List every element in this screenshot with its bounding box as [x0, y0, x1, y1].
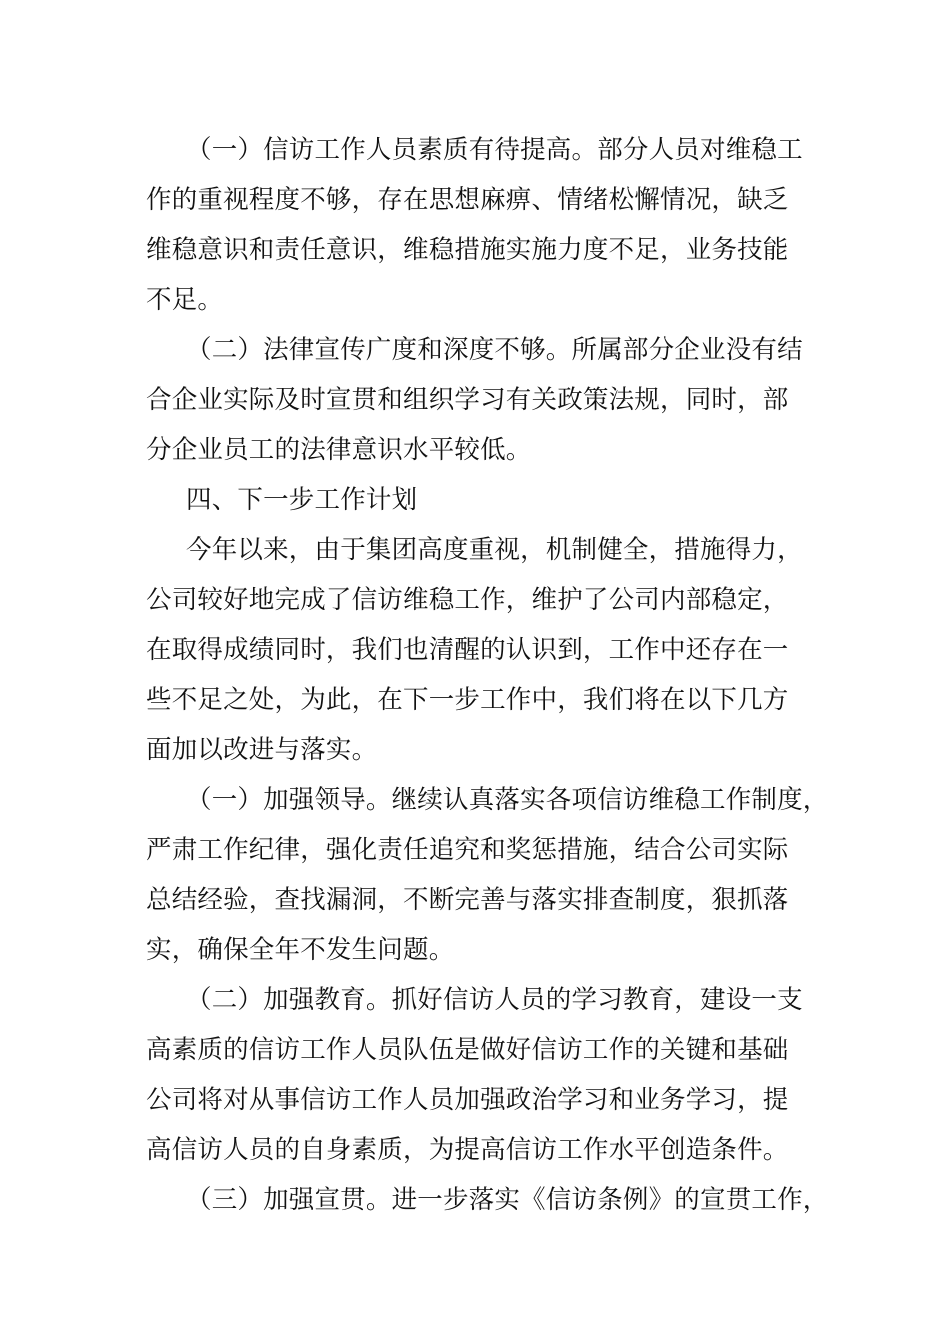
- text-line: 今年以来，由于集团高度重视，机制健全，措施得力，: [186, 535, 803, 565]
- text-line: （二）法律宣传广度和深度不够。所属部分企业没有结: [186, 335, 803, 365]
- section-heading: 四、下一步工作计划: [186, 485, 418, 515]
- text-line: 严肃工作纪律，强化责任追究和奖惩措施，结合公司实际: [146, 835, 789, 865]
- text-line: 面加以改进与落实。: [146, 735, 378, 765]
- text-line: 作的重视程度不够，存在思想麻痹、情绪松懈情况，缺乏: [146, 185, 789, 215]
- text-line: 分企业员工的法律意识水平较低。: [146, 435, 532, 465]
- text-line: （一）加强领导。继续认真落实各项信访维稳工作制度，: [186, 785, 829, 815]
- text-line: 总结经验，查找漏洞，不断完善与落实排查制度，狠抓落: [146, 885, 789, 915]
- text-line: （三）加强宣贯。进一步落实《信访条例》的宣贯工作，: [186, 1185, 829, 1215]
- text-line: 高素质的信访工作人员队伍是做好信访工作的关键和基础: [146, 1035, 789, 1065]
- text-line: 公司较好地完成了信访维稳工作，维护了公司内部稳定，: [146, 585, 789, 615]
- text-line: 合企业实际及时宣贯和组织学习有关政策法规，同时，部: [146, 385, 789, 415]
- text-line: 不足。: [146, 285, 224, 315]
- text-line: 维稳意识和责任意识，维稳措施实施力度不足，业务技能: [146, 235, 789, 265]
- text-line: 实，确保全年不发生问题。: [146, 935, 455, 965]
- text-line: （二）加强教育。抓好信访人员的学习教育，建设一支: [186, 985, 803, 1015]
- text-line: 在取得成绩同时，我们也清醒的认识到，工作中还存在一: [146, 635, 789, 665]
- text-line: 公司将对从事信访工作人员加强政治学习和业务学习，提: [146, 1085, 789, 1115]
- text-line: 些不足之处，为此，在下一步工作中，我们将在以下几方: [146, 685, 789, 715]
- text-line: 高信访人员的自身素质，为提高信访工作水平创造条件。: [146, 1135, 789, 1165]
- text-line: （一）信访工作人员素质有待提高。部分人员对维稳工: [186, 135, 803, 165]
